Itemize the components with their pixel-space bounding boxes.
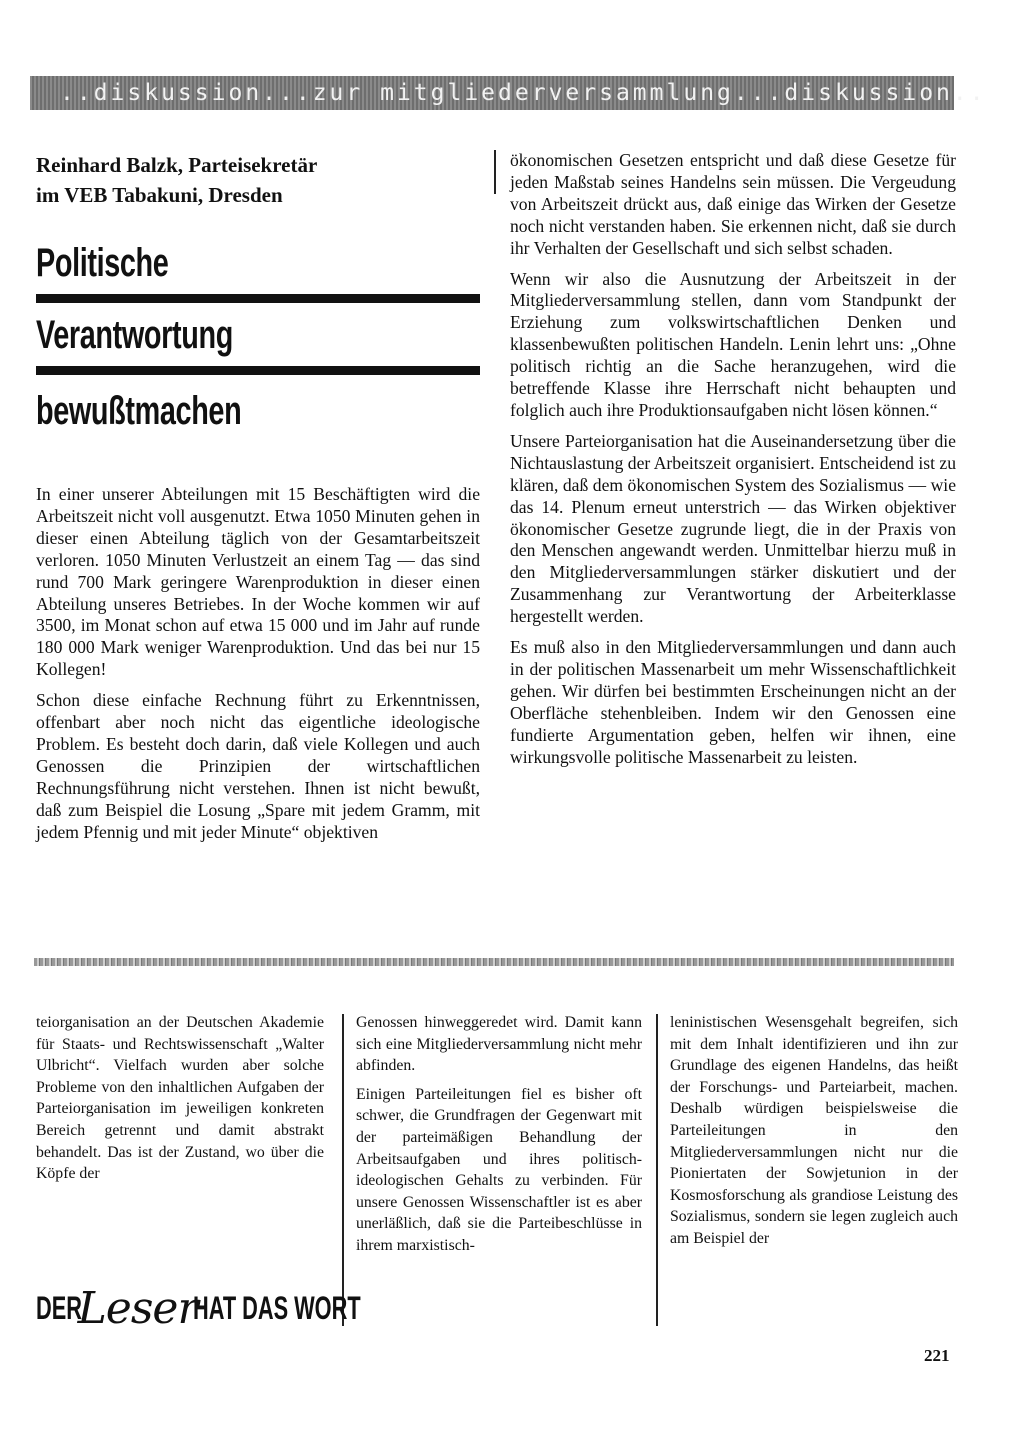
headline-line-1: [36, 238, 482, 303]
paragraph: leninistischen Wesensgehalt begreifen, sich mit dem Inhalt identifizieren und ihn zur Grundlage des eigenen Handelns, das heißt der Forschungs- und Parteiarbeit, machen. Deshalb würdigen beispielsweise die Parteileitungen in den Mitgliederversammlungen nicht nur die Pioniertaten der Sowjetunion in der Kosmosforschung als grandiose Leistung des Sozialismus, sondern sie legen zugleich auch am Beispiel der: [670, 1014, 958, 1247]
paragraph: ökonomischen Gesetzen entspricht und daß diese Gesetze für jeden Maßstab seines Handelns sein müssen. Die Vergeudung von Arbeitszeit drückt aus, daß einige das Wirken der Gesetze noch nicht verstanden haben. Sie erkennen nicht, daß sie durch ihr Verhalten der Gesellschaft und sich selbst schaden.: [510, 150, 956, 258]
column-divider: [494, 150, 496, 194]
section-separator: [34, 958, 954, 966]
author-affiliation-line: im VEB Tabakuni, Dresden: [36, 183, 283, 207]
bottom-column-1: [36, 1012, 324, 1192]
headline-rule: [36, 294, 480, 303]
page-number: 221: [924, 1346, 950, 1365]
paragraph: Wenn wir also die Ausnutzung der Arbeitszeit in der Mitgliederversammlung stellen, dann vom Standpunkt der Erziehung zum volkswirtschaftlichen Denken und klassenbewußten politischen Handeln. Lenin lehrt uns: „Ohne politisch richtig an die Sache heranzugehen, wird die betreffende Klasse ihre Herrschaft nicht behaupten und folglich auch ihre Produktionsaufgaben nicht lösen können.“: [510, 268, 956, 420]
author-byline: [36, 150, 476, 210]
paragraph: In einer unserer Abteilungen mit 15 Beschäftigten wird die Arbeitszeit nicht voll ausgenutzt. Etwa 1050 Minuten gehen in dieser einen Abteilung täglich von der Gesamtarbeitszeit verloren. 1050 Minuten Verlustzeit an einem Tag — das sind rund 700 Mark geringere Warenproduktion in dieser einen Abteilung unseres Betriebes. In der Woche kommen wir auf 3500, im Monat schon auf etwa 15 000 und im Jahr auf runde 180 000 Mark weniger Warenproduktion. Und das bei nur 15 Kollegen!: [36, 484, 480, 680]
banner-text: ..diskussion...zur mitgliederversammlung...diskussion..: [60, 80, 987, 106]
headline-text-2: Verantwortung: [36, 313, 233, 357]
headline-line-2: [36, 310, 482, 375]
paragraph: Es muß also in den Mitgliederversammlungen und dann auch in der politischen Massenarbeit um mehr Wissenschaftlichkeit gehen. Wir dürfen bei bestimmten Erscheinungen nicht an der Oberfläche stehenbleiben. Indem wir den Genossen eine fundierte Argumentation geben, helfen wir ihnen, eine wirkungsvolle politische Massenarbeit zu leisten.: [510, 637, 956, 767]
section-banner: [30, 76, 987, 110]
logo-text-hat-das-wort: HAT DAS WORT: [193, 1289, 362, 1326]
author-name-line: Reinhard Balzk, Parteisekretär: [36, 153, 318, 177]
paragraph: Genossen hinweggeredet wird. Damit kann sich eine Mitgliederversammlung nicht mehr abfinden.: [356, 1014, 642, 1075]
headline-line-3: [36, 386, 482, 436]
paragraph: Unsere Parteiorganisation hat die Auseinandersetzung über die Nichtauslastung der Arbeitszeit organisiert. Entscheidend ist zu klären, daß dem ökonomischen System des Sozialismus — wie das 14. Plenum erneut unterstrich — das Wirken objektiver ökonomischer Gesetze zugrunde liegt, die in der Praxis von den Menschen angewandt werden. Unmittelbar hierzu muß in den Mitgliederversammlungen stärker diskutiert und der Zusammenhang zur Verantwortung der Arbeiterklasse hergestellt werden.: [510, 430, 956, 627]
der-leser-hat-das-wort-logo: [36, 1278, 440, 1338]
paragraph: teiorganisation an der Deutschen Akademie für Staats- und Rechtswissenschaft „Walter Ulbricht“. Vielfach wurden aber solche Probleme von den inhaltlichen Aufgaben der Parteiorganisation im jeweiligen konkreten Bereich getrennt und damit abstrakt behandelt. Das ist der Zustand, wo über die Köpfe der: [36, 1014, 324, 1183]
paragraph: Schon diese einfache Rechnung führt zu Erkenntnissen, offenbart aber noch nicht das eigentliche ideologische Problem. Es besteht doch darin, daß viele Kollegen und auch Genossen die Prinzipien der wirtschaftlichen Rechnungsführung nicht verstehen. Ihnen ist nicht bewußt, daß zum Beispiel die Losung „Spare mit jedem Gramm, mit jedem Pfennig und mit jeder Minute“ objektiven: [36, 690, 480, 842]
paragraph: Einigen Parteileitungen fiel es bisher oft schwer, die Grundfragen der Gegenwart mit der parteimäßigen Behandlung der Arbeitsaufgaben und ihres politisch-ideologischen Gehalts zu verbinden. Für unsere Genossen Wissenschaftler ist es aber unerläßlich, daß sie die Parteibeschlüsse in ihrem marxistisch-: [356, 1085, 642, 1254]
headline-text-3: bewußtmachen: [36, 389, 242, 433]
column-divider: [656, 1014, 658, 1326]
bottom-column-2: [356, 1012, 642, 1264]
left-column: [36, 484, 480, 853]
logo-text-der: DER: [36, 1289, 82, 1326]
headline-rule: [36, 366, 480, 375]
headline-text-1: Politische: [36, 241, 169, 285]
right-column: [510, 150, 956, 777]
bottom-column-3: [670, 1012, 958, 1257]
logo-script-leser: Leser: [77, 1282, 198, 1334]
